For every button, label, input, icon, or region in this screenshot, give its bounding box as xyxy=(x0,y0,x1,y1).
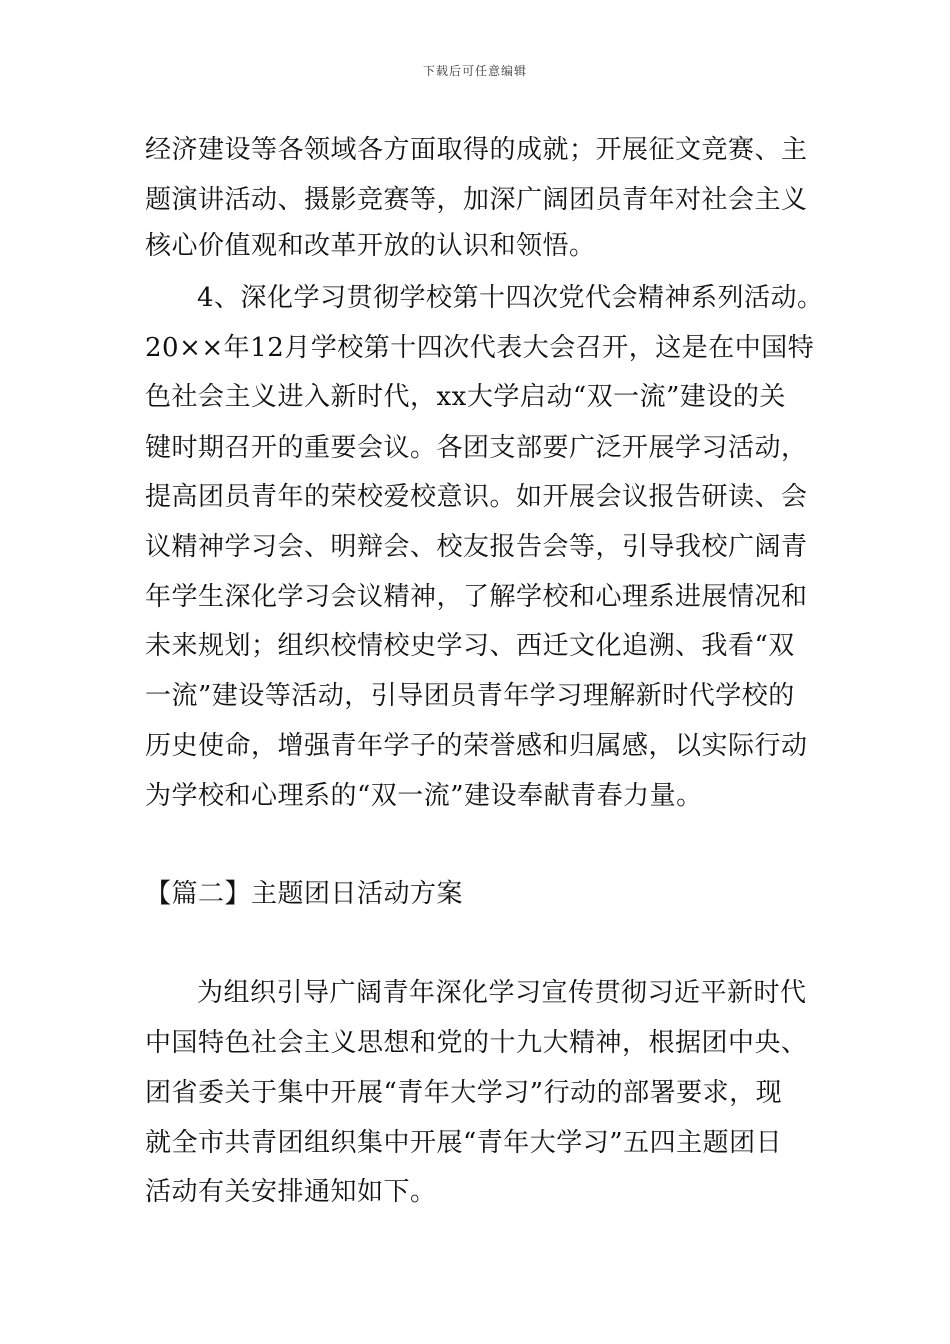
text-line: 中国特色社会主义思想和党的十九大精神，根据团中央、 xyxy=(145,1028,808,1058)
section-heading: 【篇二】主题团日活动方案 xyxy=(145,879,464,909)
text-line: 核心价值观和改革开放的认识和领悟。 xyxy=(145,231,596,261)
text-line: 色社会主义进入新时代，xx大学启动“双一流”建设的关 xyxy=(145,382,786,412)
text-line: 为学校和心理系的“双一流”建设奉献青春力量。 xyxy=(145,781,703,811)
text-line: 题演讲活动、摄影竞赛等，加深广阔团员青年对社会主义 xyxy=(145,185,808,215)
page-header: 下载后可任意编辑 xyxy=(422,64,527,78)
text-line: 年学生深化学习会议精神，了解学校和心理系进展情况和 xyxy=(145,582,808,612)
text-line: 4、深化学习贯彻学校第十四次党代会精神系列活动。 xyxy=(197,283,824,313)
text-line: 提高团员青年的荣校爱校意识。如开展会议报告研读、会 xyxy=(145,482,808,512)
text-line: 键时期召开的重要会议。各团支部要广泛开展学习活动， xyxy=(145,433,808,463)
text-line: 团省委关于集中开展“青年大学习”行动的部署要求，现 xyxy=(145,1078,783,1108)
text-line: 议精神学习会、明辩会、校友报告会等，引导我校广阔青 xyxy=(145,532,808,562)
text-line: 20××年12月学校第十四次代表大会召开，这是在中国特 xyxy=(145,333,815,363)
text-line: 经济建设等各领域各方面取得的成就；开展征文竞赛、主 xyxy=(145,135,808,165)
text-line: 历史使命，增强青年学子的荣誉感和归属感，以实际行动 xyxy=(145,731,808,761)
text-line: 就全市共青团组织集中开展“青年大学习”五四主题团日 xyxy=(145,1128,783,1158)
text-line: 一流”建设等活动，引导团员青年学习理解新时代学校的 xyxy=(145,681,795,711)
text-line: 为组织引导广阔青年深化学习宣传贯彻习近平新时代 xyxy=(197,978,807,1008)
text-line: 未来规划；组织校情校史学习、西迁文化追溯、我看“双 xyxy=(145,631,795,661)
text-line: 活动有关安排通知如下。 xyxy=(145,1177,437,1207)
